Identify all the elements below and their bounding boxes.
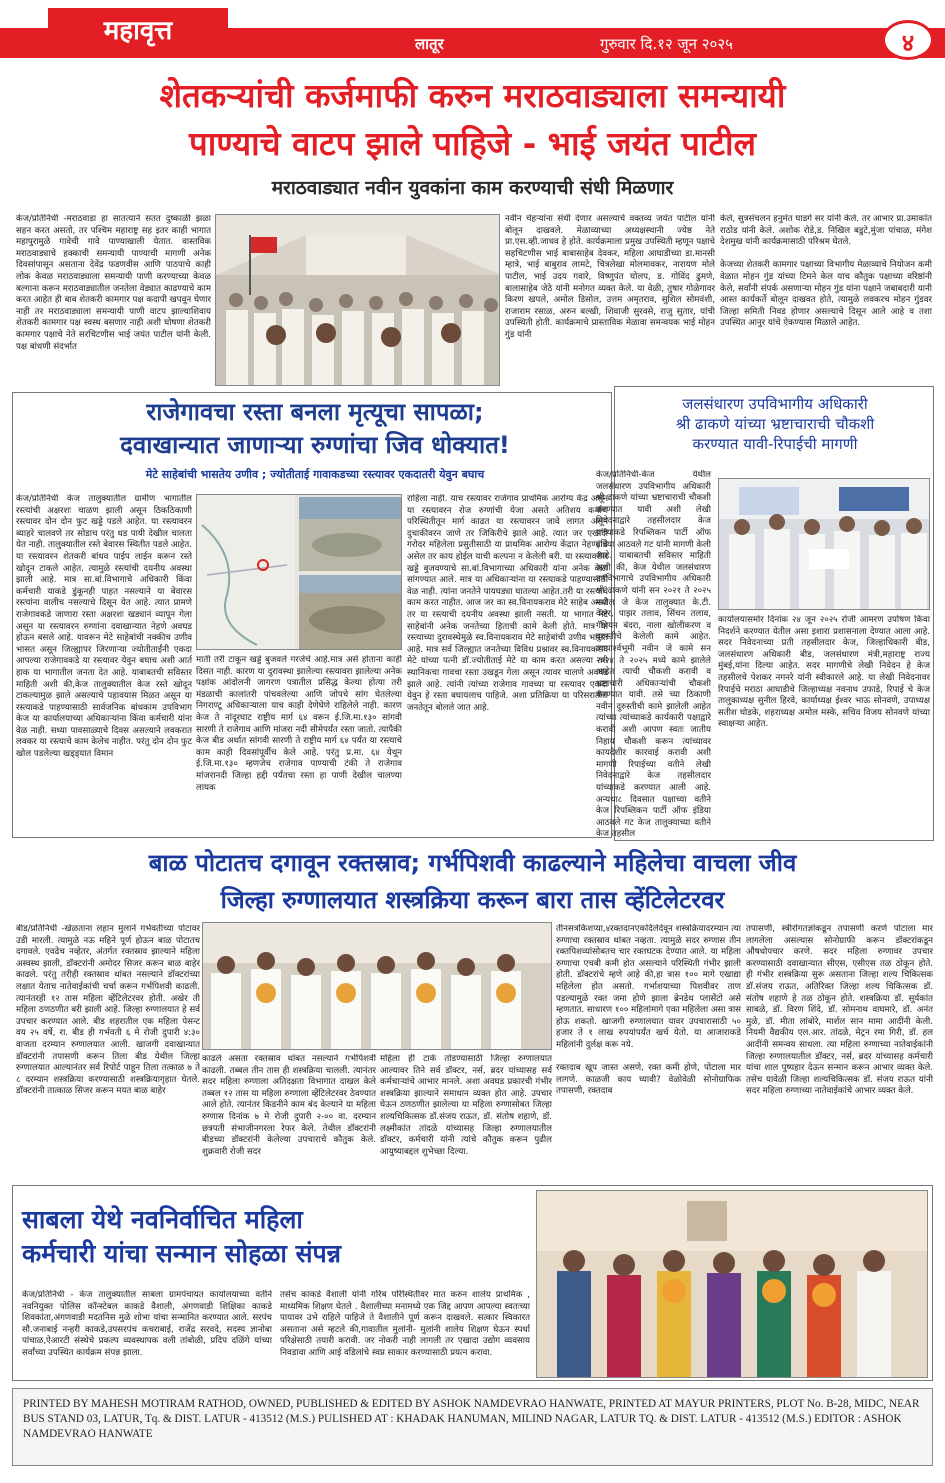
story2-subhead: मेटे साहेबांची भासतेय उणीव ; ज्योतीताई गावाकडच्या रस्त्यावर एकदातरी येवुन बघाच (145, 468, 485, 481)
story4-column-4: तीनसत्रकिशप्या,४रक्तदानएकदिलेदेवून शस्त्रक्रियादरम्यान त्या रुग्णाचा रक्तस्राव थांबत नव्हता. त्यामुळे सदर रुग्णास तीन रक्तपिशव्यांसोबतच चार रक्तघटक देण्यात आले. या महिला रुग्णाचा एचबी कमी होत असल्याने परिस्थिती गंभीर झाली होती. डॉक्टरांचे म्हणे आहे की,हा त्रास १०० मागे एखाद्या महिलेला होत असतो. गर्भाशयाच्या पिशवीवर ताण पडल्यामुळे रक्त जमा होणे झाला ब्रेनडेथ प्लासेंटो असे म्हणतात. साधारण १०० महिलांमागे एका महिलेला असा त्रास होऊ शकतो. खाजगी रुग्णालयात यावर उपचारासाठी ५० हजार ते १ लाख रुपयांपर्यंत खर्च येतो. या आजाराकडे महिलांनी दुर्लक्ष करू नये. रक्तदाब खूप जास्त असणे, रक्त कमी होणे, पोटाला मार लागणे. काळजी काय घ्यावी? वेळोवेळी सोनोग्राफिक तपासणी, रक्तदाब (556, 924, 741, 1097)
story4-column-2: काढले असता रक्तस्राव थांबत नसल्याने गर्भपिशवी काढली. तब्बल तीन तास ही शस्त्रक्रिया चालली. त्यानंतर सदर महिला रुग्णाला अतिदक्षता विभागात दाखल केले तब्बल १२ तास या महिला रुग्णाला व्हेंटिलेटरवर ठेवण्यात आले होते. त्यानंतर किडनीने काम बंद केल्याने या महिला रुग्णास दिनांक ७ मे रोजी दुपारी २-०० वा. दरम्यान छत्रपती संभाजीनगरला रेफर केले. तेथील डॉक्टरांनी बीडच्या डॉक्टरांनी केलेल्या उपचाराचे कौतुक केले. शुक्रवारी रोजी सदर (202, 1054, 376, 1157)
edition-city: लातूर (415, 35, 444, 53)
story1-column-1: केज/प्रतिनिधी -मराठवाडा हा सातत्याने सतत दुष्काळी झळा सहन करत असतो, तर पश्चिम महाराष्ट्र सह इतर काही भागात महापुरामुळे गावेची गावे पाण्याखाली येतात. वास्तविक मराठवाड्याचे हक्काची समन्यायी पाण्याची मागणी अनेक दिवसांपासून असताना देवेंद्र फडणवीस आणि पाठपाचे काही लोक केवळ मराठवाड्याला समन्यायी पाणी करण्याच्या केवळ बल्गाना करून मराठवाड्यातील जनतेला वेड्यात काढण्याचे काम करत आहेत ही बाब शेतकरी कामगार पक्ष कदापी खपवून घेणार नाही तर मराठवाड्याला समन्यायी पाणी वाटप झाल्याशिवाय शेतकरी कामगार पक्ष स्वस्थ बसणार नाही अशी घोषणा शेतकरी कामगार पक्षाचे नेते सरचिटणीस भाई जयंत पाटील यांनी केली. पक्ष बांधणी संदर्भात (16, 214, 211, 352)
print-imprint: PRINTED BY MAHESH MOTIRAM RATHOD, OWNED, PUBLISHED & EDITED BY ASHOK NAMDEVRAO HANWATE, PRINTED AT MAYUR PRINTERS, PLOT No. B-28, MIDC, NEAR BUS STAND 03, LATUR, Tq. & DIST. LATUR - 413512 (M.S.) PULISHED AT : KHADAK HANUMAN, MILIND NAGAR, LATUR TQ. & DIST. LATUR - 413512 (M.S.) EDITOR : ASHOK NAMDEVRAO HANWATE (12, 1388, 933, 1466)
story1-headline-line2: पाण्याचे वाटप झाले पाहिजे - भाई जयंत पाटील (189, 124, 756, 163)
story3-column-2: कार्यालयासमोर दिनांक २४ जून २०२५ रोजी आमरण उपोषण किंवा निदर्शने करण्यात येतील असा इशारा प्रशासनाला देण्यात आला आहे. सदर निवेदनाच्या प्रती तहसीलदार केज, जिल्हाधिकारी बीड, जलसंधारण अधिकारी बीड, जलसंधारण मंत्री,महाराष्ट्र राज्य मुंबई,यांना दिल्या आहेत. सदर मागणीचे लेखी निवेदन हे केज तहसीलचे पेशकर नगनरे यांनी स्वीकारले आहे. या लेखी निवेदनावर रिपाईचे मराठा आघाडीचे जिल्हाध्यक्ष नवनाथ उफाडे, रिपाई चे केज तालुकाध्यक्ष सुनील हिरवे, कार्याध्यक्ष ईश्वर भाऊ सोनवणे, उपाध्यक्ष सतीश घोडके, शहराध्यक्ष अमोल मस्के, सचिव विजय सोनवणे यांच्या स्वाक्षऱ्या आहेत. (718, 615, 930, 730)
story2-headline-line1: राजेगावचा रस्ता बनला मृत्यूचा सापळा; (146, 398, 484, 426)
story4-column-1: बीड/प्रतिनिधी -खेळताना लहान मुलाने गर्भवतीच्या पोटावर उडी मारली. त्यामुळे नऊ महिने पूर्ण होऊन बाळ पोटातच दगावले. एवढेच नव्हेतर, अंतर्गत रक्तस्राव झाल्याने महिला अस्वस्थ झाली, डॉक्टरांनी अमोदर सिजर करून बाळ बाहेर काढले. परंतु तरीही रक्तस्राव थांबत नसल्याने डॉक्टरांच्या लक्षात येताच नातेवाईकांची चर्चा करून गर्भपिशवी काढली. त्यानंतरही १२ तास महिला व्हेंटिलेटरवर होती. अखेर ती महिला ठणठणीत बरी झाली आहे. जिल्हा रुग्णालयात हे सर्व उपचार करण्यात आले. बीड शहरातील एक महिला पेसन्ट वय २५ वर्षे, रा. बीड ही गर्भवती ६ मे रोजी दुपारी ४:३० वाजता दरम्यान रुग्णालयात आली. खाजगी दवाखान्यात डॉक्टरांनी तपासणी करून तिला बीड येथील जिल्हा रुग्णालयात आल्यानंतर सर्व रिपोर्ट पाहून तिला तत्काळ ७ ते ८ दरम्यान शस्त्रक्रिया करण्यासाठी शस्त्रक्रियागृहात घेतले. डॉक्टरांनी तात्काळ सिजर करून मयत बाळ बाहेर (16, 924, 200, 1097)
story2-column-3: राहिला नाही. याच रस्त्यावर राजेगाव प्राथमिक आरोग्य केंद्र असून या रस्त्यावरन रोज रुग्णांची येजा असते अतिशय कर्वाण परिस्थितीतून मार्ग काढत या रस्त्यावरन जावे लागत असून दुचाकीवरन जाणे तर जिकिरीचे झाले आहे. त्यात जर एखादी गरोदर महिलेला प्रसुतीसाठी या प्राथमिक आरोग्य केंद्रात नेहण्याचे असेल तर काय होईल याची कल्पना न केलेली बरी. या रस्त्यावरील खड्डे बुजवण्याचे सा.बां.विभागाच्या अधिकारी यांना अनेक वेळा सांगण्यात आले. मात्र या अधिकाऱ्यांना या रस्त्याकडे पाहण्यासाठी वेळ नाही. त्यांना जनतेने पायघड्या घातल्या आहेत.तरी या रस्त्याचे काम करत नाहीत. आज जर का स्व.विनायकराव मेटे साहेब असते तर या रस्त्याची दयनीय अवस्था झाली नसती. या भागात मेटे साहेबांनी अनेक जनतेच्या हिताची कामे केली होते. मात्र या रस्त्याच्या दुरावस्थेमुळे स्व.विनायकराव मेटे साहेबांची उणीव भासत आहे. मात्र सर्व जिल्ह्यात जनतेच्या विविध प्रश्नावर स्व.विनायकराव मेटे यांच्या पत्नी डॉ.ज्योतीताई मेटे या काम करत असल्या तरी स्थानिकचा गावचा रस्ता उखडून गेला असून त्यावर चालणे अवघड झाले आहे. त्यांनी त्यांच्या राजेगाव गावच्या या रस्त्यावर एकदा येवुन हे रस्ता बघायलाच पाहिजे. अशा प्रतिक्रिया या परिसरातील जनतेतून बोलले जात आहे. (407, 494, 608, 713)
story2-column-1: केज/प्रतिनिधी केज तालुक्यातील ग्रामीण भागातील रस्त्यांची अक्षरशः चाळण झाली असून ठिकठिकाणी रस्त्यावर दोन दोन फुट खड्डे पडले आहेत. या रस्त्यावरन ब्याहरे चालवणे तर सोडाच परंतु धड पायी देखील चालता येत नाही. तालुक्यातील रस्ते बेवारस स्थितीत पडले आहेत. या रस्त्यावरन शेतकरी बांधव पाईप लाईन करून रस्ते खोदून टाकले आहेत. त्यामुळे रस्त्यांची दयनीय अवस्था झाली आहे. मात्र सा.बां.विभागाचे अधिकारी किंवा कर्मचारी याकडे डुंकूनही पाहत नसल्याने या बेवारस रस्त्यांना वालीच नसल्याचे दिसून येत आहे. त्यात प्रामणे राजेगावकडे जाणारा रस्ता अक्षरशः खड्यानं व्यापून गेला असून या रस्त्यावरन रुग्णांना दवाखान्यात नेहणे अवघड होऊन बसले आहे. यावरून मेटे साहेबांची नक्कीच उणीव भासत असून जिल्ह्यापर जिरणाऱ्या ज्योतीताईंनी एकदा आपल्या राजेगावकडे या रस्त्यावर येवुन बघाच अशी आर्त हाक या भागातील जनता देत आहे. याबाबतची सविस्तर माहिती अशी की,केज तालुक्यातील केज रस्ते खोदून टाकल्यामुळ झाले असल्याचे पहावयास मिळत असून या रस्त्याकडे पाहण्यासाठी सार्वजनिक बांधकाम उपविभाग केज या कार्यालयाच्या अधिकाऱ्यांना किंवा कर्मचारी यांना वेळ नाही. सध्या पावसाळ्याचे दिवस असल्याने लवकरात लवकर या रस्त्याचे काम केलेच नाहीत. परंतु दोन दोन फुट खोल पडलेल्या खड्ड्यात विमान (16, 494, 192, 760)
story5-column-1: केज/प्रतिनिधी - केज तालुक्यातील साबला ग्रामपंचायत कार्यालयाच्या वतीने नवनियुक्त पोलिस कॉन्स्टेबल काकडे वैशाली, अंगणवाडी शिक्षिका काकडे शिवकांता,अंगणवाडी मदतनिस मुळे शोभा यांचा सन्मानित करण्यात आले. सरपंच सौ.जनाबाई नन्हरी काकडे,उपसरपंच कचराबाई, राजेंद्र सरवदे, सदस्य ज्ञानोबा पांचाळ,ऐआरटी संस्थेचे प्रकल्प व्यवस्थापक वली तांबोळी, प्रदिप दळिंगे यांच्या सर्वांच्या उपस्थित कार्यक्रम संपन्न झाला. (22, 1290, 272, 1358)
story2-photo-road (196, 494, 402, 650)
office-photo-icon (719, 479, 930, 610)
story4-photo-felicitation (202, 922, 552, 1050)
story3-headline-line3: करण्यात यावी-रिपाईची मागणी (692, 435, 858, 453)
story5-column-2: तसेच काकडे वैशाली यांनी गरिब परिस्थितीवर मात करुन शालेय प्राथमिक , माध्यमिक शिक्षण घेतले . वैशालीच्या मनामध्ये एक जिद्द आपण आपल्या स्वतःच्या पायावर उभे राहिले पाहिजे ते वैशालीने पूर्ण करून दाखवले. सत्कार स्विकारत असताना असे म्हटले की,गावातील मुलांनी- मुलांनी शालेय शिक्षण घेऊन स्पर्धा परिक्षेसाठी तयारी करावी. जर नोकरी नाही लागली तर एखादा उद्योग व्यवसाय निवडावा आणि आई वडिलांचे स्वप्न साकार करण्यासाठी प्रयत्न करावा. (280, 1290, 530, 1358)
story3-photo-memorandum (718, 478, 930, 610)
story2-headline-line2: दवाखान्यात जाणाऱ्या रुग्णांचा जिव धोक्यात! (120, 431, 510, 459)
ceremony-photo-icon (537, 1191, 928, 1378)
story1-photo-rally (215, 214, 500, 386)
story1-subhead: मराठवाड्यात नवीन युवकांना काम करण्याची संधी मिळणार (271, 177, 674, 199)
story5-photo-ceremony (536, 1190, 928, 1378)
masthead (0, 0, 945, 58)
story4-headline-line1: बाळ पोटातच दगावून रक्तस्राव; गर्भपिशवी काढल्याने महिलेचा वाचला जीव (148, 849, 797, 877)
crowd-photo-icon (216, 215, 500, 386)
story1-column-3: केले, सुत्रसंचलन हनुमंत घाडगे सर यांनी केले. तर आभार प्रा.उमाकांत राठोड यांनी केले. अशोक रोडे,ड. निखिल बडुटे,मुंजा पांचाळ, मंगेश देशमुख यांनी कार्यक्रमासाठी परिश्रम घेतले. केजच्या शेतकरी कामगार पक्षाच्या विभागीय मेळाव्याचे नियोजन कमी वेळात मोहन गुंड यांच्या टिमने केल याच कौतुक पक्षाच्या वरिष्ठांनी केले, सर्वांनी संपर्क असणाऱ्या मोहन गुंड यांना पक्षाने जबाबदारी यानी आस्त कार्यकर्ते बोलून दाखवत होते, त्यामुळे लवकरच मोहन गुंडवर जिल्हा समिती निवड होणार असल्याचे दिसून आले आहे व तशा उपस्थित आनुर यांचे ऐकण्यास मिळाले आहेत. (720, 214, 932, 329)
story4-column-3: महिला ही टाके तोडण्यासाठी जिल्हा रुग्णालयात आल्यावर तिने सर्व डॉक्टर, नर्स, ब्रदर यांच्यासह सर्व कर्मचाऱ्यांचे आभार मानले. अशा अवघड प्रकारची गंभीर शस्त्रक्रिया झाल्याने समाधान व्यक्त होत आहे. उपचार घेऊन ठणठणीत झालेल्या या महिला रुग्णासोबत जिल्हा शल्यचिकित्सक डॉ.संजय राऊत, डॉ. संतोष शहाणे, डॉ. लक्ष्मीकांत तांदळे यांच्यासह जिल्हा रुग्णालयातील डॉक्टर, कर्मचारी यांनी त्यांचे कौतुक करून पुढील आयुष्याबद्दल शुभेच्छा दिल्या. (380, 1054, 552, 1157)
story1-column-2: नवीन चेहऱ्यांना संधी देणार असल्याचे वक्तव्य जयंत पाटील यांनी बोलून दाखवले. मेळाव्याच्या अध्यक्षस्थानी ज्येष्ठ नेते प्रा.एस.व्ही.जाधव हे होते. कार्यक्रमाला प्रमुख उपस्थिती म्हणून पक्षाचे सहचिटणीस भाई बाबासाहेब देवकर, महिला आघाडीच्या डा.मानसी म्हात्रे, भाई बाबुराव लामटे, चित्रलेखा मोलमावकर, नारायण मोले पाटील, भाई उदय गवारे, विष्णुपंत घोलप, ड. गोविंद ढुमणे, बालासाहेब जेठे यांनी मनोगत व्यक्त केले. या वेळी, तुषार गोळेगावर किरण खपले, अमोल डिसोल, उत्तम अमृतराव, सुशिल सोमवंशी, राजाराम रसाळ, अरुन बल्खी, शिवाजी सुरवसे, राजु सुतार, यांची उपस्थिती होती. कार्यक्रमाचे प्रास्ताविक मेळावा समन्वयक भाई मोहन गुंड यांनी (505, 214, 715, 340)
story2-column-2: माती तरी टाकून खड्डे बुजवले गरजेचे आहे.मात्र असे होताना काही दिसत नाही. कारण या दुरावस्था झालेल्या रस्त्यावरा झालेल्या अनेक पक्षांक आंदोलनी जागरण पत्रातील प्रसिद्ध केल्या होत्या तरी मंडळाची कालांतरी पांचवलेल्या आणि जोपचे सांग घेतलेल्या निगराण्टू अधिकाऱ्याला याच काही देणेघेणे राहिलेले नाही. कारण केज ते नांदूरघाट राष्ट्रीय मार्ग ६४ वरून ई.जि.मा.१३० सांगवी सारणी ते राजेगाव आणि मांजरा नदी सीमेपर्यंत रस्ता जातो. त्यापैकी केज बीड अर्थात सांगवी सारणी ते राष्ट्रीय मार्ग ६४ पर्यंत या रस्त्याचे काम काही दिवसांपूर्वीच केले आहे. परंतु प्र.मा. ६४ येथून ई.जि.मा.१३० म्हणजेच राजेगाव पाण्याची टंकी ते राजेगाव मांजरानदी जिल्हा हद्दी पर्यंतचा रस्ता हा पाणी देखील चालण्या लायक (196, 655, 402, 793)
newspaper-logo: महावृत्त (48, 8, 228, 56)
story3-headline (615, 394, 935, 454)
story4-headline-line2: जिल्हा रुग्णालयात शस्त्रक्रिया करून बारा तास व्हेंटिलेटरवर (220, 886, 725, 914)
road-photo-icon (197, 495, 402, 650)
story3-headline-line1: जलसंधारण उपविभागीय अधिकारी (682, 395, 868, 413)
story5-headline (22, 1203, 512, 1271)
story3-column-1: केज/प्रतिनिधी-केज येथील जलसंधारण उपविभागीय अधिकारी श्री ढाकणे यांच्या भ्रष्टाचाराची चौकशी करण्यात यावी अशी लेखी निवेदनाद्वारे तहसीलदार केज यांच्याकडे रिपब्लिकन पार्टी ऑफ इंडिया आठवले गट यांनी मागणी केली आहे. याबाबतची सविस्तर माहिती अशी की, केज येथील जलसंधारण उपविभागाचे उपविभागीय अधिकारी श्री ढाकणे यांनी सन २०२१ ते २०२५ मधील जे केज तालुक्यात के.टी. वेअर, पाझर तलाव, सिंचन तलाव, गॅबियन बंदरा, नाला खोलीकरण व दुरुस्तीचे केलेली कामे आहेत. त्यापार्श्वभूमी नवीन जे कामे सन २०२४ ते २०२५ मध्ये कामे झालेले आहेत त्याची चौकशी करावी व भ्रष्टाचारी अधिकाऱ्यांची चौकशी करण्यात यावी. तसे च्या ठिकाणी नवीन दुरुस्तीची कामे झालेली आहेत त्यांच्या त्यांच्याकडे कार्यकारी पक्षाद्वारे करावी अशी आपण स्वतः जातीय निहाय चौकशी करून त्यांच्यावर कायदेशीर कारवाई करावी अशी मागणी रिपाईच्या वतीने लेखी निवेदनाद्वारे केज तहसीलदार यांच्याकडे करण्यात आली आहे. अन्यथा८ दिवसात पक्षाच्या वतीने केज रिपब्लिकन पार्टी ऑफ इंडिया आठवले गट केज तालुक्याच्या वतीने केज तहसील (596, 470, 711, 840)
group-photo-icon (203, 923, 552, 1050)
story5-headline-line1: साबला येथे नवनिर्वाचित महिला (22, 1205, 303, 1234)
story3-headline-line2: श्री ढाकणे यांच्या भ्रष्टाचाराची चौकशी (675, 415, 875, 433)
page-number: ४ (882, 20, 934, 60)
story1-headline-line1: शेतकऱ्यांची कर्जमाफी करुन मराठवाड्याला समन्यायी (159, 76, 786, 115)
edition-date: गुरुवार दि.१२ जून २०२५ (600, 35, 733, 53)
story4-column-5: तपासणी, स्त्रीरोगतज्ञांकडून तपासणी करणे पोटाला मार लागलेला असल्यास सोनोग्राफी करून डॉक्टरांकडून औषधोपचार करणे. सदर महिला रुग्णावर उपचार करण्यासाठी दवाखान्यात सीएस, एसीएस तळ ठोकून होते. ही गंभीर शस्त्रक्रिया सुरू असताना जिल्हा शल्य चिकित्सक डॉ.संजय राऊत, अतिरिक्त जिल्हा शल्य चिकित्सक डॉ. संतोष शहाणे हे तळ ठोकून होते. शस्त्रक्रिया डॉ. सूर्यकांत साबळे, डॉ. विरण शिंदे, डॉ. सोमनाथ वाघमारे, डॉ. अनंत मुळे, डॉ. मीता लांबोरे, मार्शल सान मामा आदींनी केली. नियमी वैद्यकीय एल.आर. तांदळे, मेट्रन रमा गिरी, डॉ. हल आदींनी समन्वय साधला. त्या महिला रुग्णाच्या नातेवाईकांनी जिल्हा रुग्णालयातील डॉक्टर, नर्स, ब्रदर यांच्यासह कर्मचारी यांचा शाल पुष्पहार देऊन सन्मान करून आभार व्यक्त केले. तसेच यावेळी जिल्हा शल्यचिकित्सक डॉ. संजय राऊत यांनी सदर महिला रुग्णाच्या नातेवाईकांचे आभार व्यक्त केले. (746, 924, 933, 1097)
story5-headline-line2: कर्मचारी यांचा सन्मान सोहळा संपन्न (22, 1239, 341, 1268)
